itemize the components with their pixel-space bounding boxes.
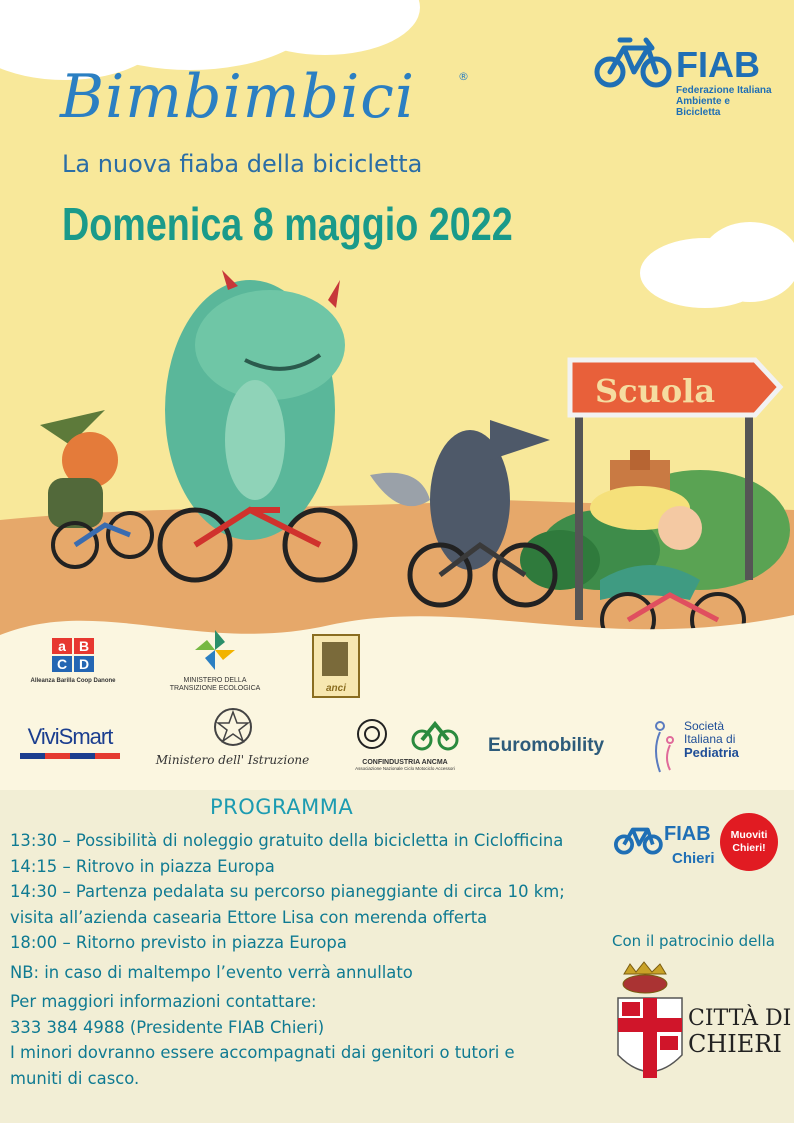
info-line: Per maggiori informazioni contattare: (10, 992, 317, 1011)
program-line: 18:00 – Ritorno previsto in piazza Europa (10, 933, 347, 952)
abcd-letter: a (52, 638, 72, 654)
bicycle-icon (594, 30, 674, 90)
event-subtitle: La nuova fiaba della bicicletta (62, 150, 423, 178)
citta-di-chieri-logo (612, 960, 792, 1090)
abcd-caption: Alleanza Barilla Coop Danone (30, 678, 116, 684)
confindustria-ancma-logo (345, 714, 465, 771)
euromobility-logo (488, 735, 623, 757)
ministry-line: MINISTERO DELLA (183, 677, 247, 684)
ministero-istruzione-logo (150, 706, 315, 767)
pediatria-line: Pediatria (684, 745, 739, 760)
vivismart-logo (20, 724, 120, 759)
program-line: 13:30 – Possibilità di noleggio gratuito della bicicletta in Ciclofficina (10, 831, 564, 850)
bicycle-icon (614, 817, 664, 857)
euromobility-label: Euromobility (488, 735, 605, 756)
emblem-icon (212, 706, 254, 748)
muoviti-chieri-badge (720, 813, 778, 871)
ancma-icon (350, 714, 460, 754)
registered-mark: ® (458, 70, 469, 83)
program-text (10, 828, 600, 1091)
city-name-line: CITTÀ DI (688, 1006, 792, 1031)
istruzione-label: Ministero dell' Istruzione (155, 753, 310, 767)
program-note: NB: in caso di maltempo l’evento verrà annullato (10, 962, 413, 982)
vivismart-bar (20, 753, 120, 759)
pinwheel-icon (193, 628, 237, 672)
program-line: 14:15 – Ritrovo in piazza Europa (10, 856, 275, 876)
fiab-subtitle-line: Ambiente e Bicicletta (676, 96, 730, 118)
tower-icon (322, 642, 348, 676)
ancma-sublabel: Associazione Nazionale Ciclo Motociclo Accessori (355, 766, 455, 771)
fiab-subtitle (676, 85, 774, 118)
fiab-chieri-name: FIAB (664, 823, 711, 845)
ministry-line: TRANSIZIONE ECOLOGICA (169, 685, 261, 692)
abcd-logo (28, 638, 118, 684)
fiab-name: FIAB (676, 44, 760, 85)
fiab-logo (594, 30, 774, 118)
patronage-label: Con il patrocinio della (612, 932, 775, 950)
info-line: muniti di casco. (10, 1068, 140, 1088)
fiab-chieri-city: Chieri (672, 850, 715, 867)
vivismart-label: ViviSmart (27, 724, 113, 749)
info-line: 333 384 4988 (Presidente FIAB Chieri) (10, 1017, 325, 1037)
event-date: Domenica 8 maggio 2022 (62, 198, 513, 250)
anci-label: anci (325, 683, 346, 694)
ministero-transizione-logo (160, 628, 270, 693)
city-name-line: CHIERI (688, 1030, 782, 1058)
family-icon (650, 720, 680, 776)
program-line: 14:30 – Partenza pedalata su percorso pianeggiante di circa 10 km; (10, 882, 565, 901)
pediatria-line: Società (684, 719, 725, 733)
fiab-subtitle-line: Federazione Italiana (676, 85, 772, 96)
pediatria-logo (650, 720, 760, 759)
info-line: I minori dovranno essere accompagnati dai genitori o tutori e (10, 1043, 515, 1062)
fiab-chieri-logo (614, 817, 714, 877)
school-sign-text: Scuola (594, 372, 716, 410)
pediatria-line: Italiana di (684, 732, 736, 746)
program-line: visita all’azienda casearia Ettore Lisa con merenda offerta (10, 907, 488, 927)
event-title: Bimbimbici (60, 62, 416, 132)
anci-logo (312, 634, 360, 698)
abcd-letter: B (74, 638, 94, 654)
program-title: PROGRAMMA (210, 795, 354, 819)
abcd-letter: D (74, 656, 94, 672)
abcd-letter: C (52, 656, 72, 672)
ancma-label: CONFINDUSTRIA ANCMA (362, 759, 448, 766)
badge-line: Muoviti (730, 829, 768, 841)
badge-line: Chieri! (732, 842, 766, 854)
